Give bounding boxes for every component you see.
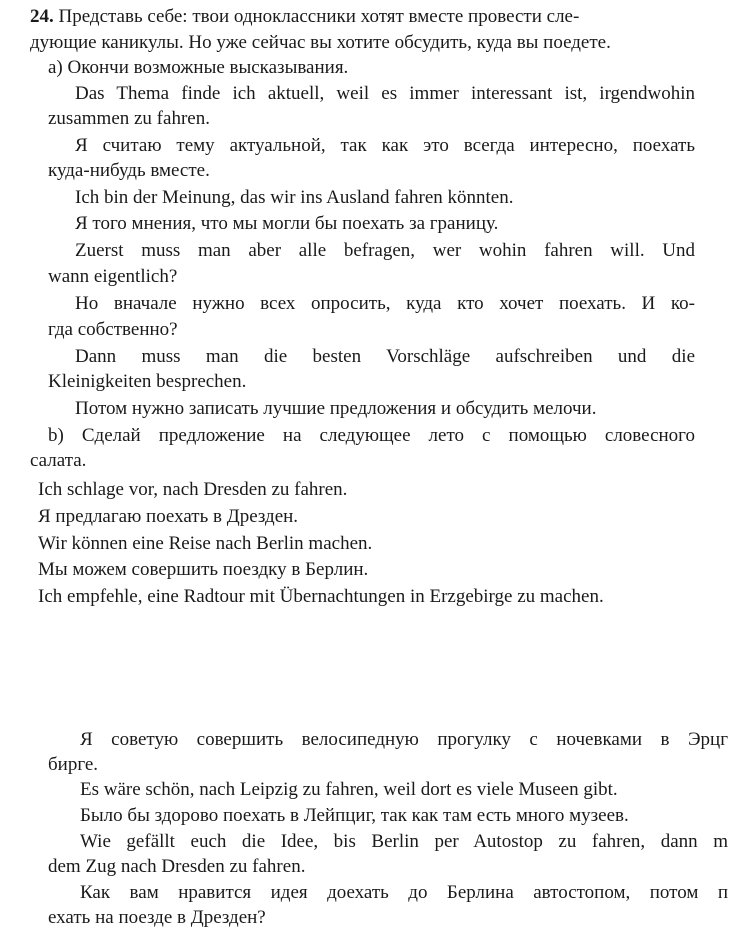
- text-line: Es wäre schön, nach Leipzig zu fahren, weil dort es viele Museen gibt.: [80, 779, 618, 800]
- text-line: Было бы здорово поехать в Лейпциг, так как там есть много музеев.: [80, 805, 629, 826]
- intro-line-2: дующие каникулы. Но уже сейчас вы хотите обсудить, куда вы поедете.: [30, 32, 611, 53]
- text-line: Я советую совершить велосипедную прогулку с ночевками в Эрцг: [80, 729, 728, 750]
- text-line: гда собственно?: [48, 319, 178, 340]
- text-line: Ich empfehle, eine Radtour mit Übernachtungen in Erzgebirge zu machen.: [38, 586, 604, 607]
- text-line: Das Thema finde ich aktuell, weil es immer interessant ist, irgendwohin: [75, 83, 695, 104]
- text-line: бирге.: [48, 754, 99, 775]
- text-line: Wie gefällt euch die Idee, bis Berlin per Autostop zu fahren, dann m: [80, 831, 728, 852]
- text-line: Я того мнения, что мы могли бы поехать за границу.: [75, 213, 499, 234]
- text-line: zusammen zu fahren.: [48, 108, 210, 129]
- text-line: Потом нужно записать лучшие предложения и обсудить мелочи.: [75, 398, 597, 419]
- text-line: Мы можем совершить поездку в Берлин.: [38, 559, 369, 580]
- exercise-number: 24.: [30, 6, 54, 27]
- part-b-heading: b) Сделай предложение на следующее лето с помощью словесного: [48, 425, 695, 446]
- text-line: куда-нибудь вместе.: [48, 160, 210, 181]
- text-line: Zuerst muss man aber alle befragen, wer wohin fahren will. Und: [75, 240, 695, 261]
- text-line: Но вначале нужно всех опросить, куда кто хочет поехать. И ко-: [75, 293, 695, 314]
- text-line: Я считаю тему актуальной, так как это всегда интересно, поехать: [75, 135, 695, 156]
- text-line: Как вам нравится идея доехать до Берлина автостопом, потом п: [80, 882, 728, 903]
- part-a-heading: а) Окончи возможные высказывания.: [48, 57, 349, 78]
- text-line: Ich bin der Meinung, das wir ins Ausland fahren könnten.: [75, 187, 514, 208]
- text-line: Wir können eine Reise nach Berlin machen.: [38, 533, 373, 554]
- text-line: Dann muss man die besten Vorschläge aufschreiben und die: [75, 346, 695, 367]
- text-line: dem Zug nach Dresden zu fahren.: [48, 856, 306, 877]
- text-line: Ich schlage vor, nach Dresden zu fahren.: [38, 479, 348, 500]
- text-line: Kleinigkeiten besprechen.: [48, 371, 247, 392]
- part-b-heading-cont: салата.: [30, 450, 87, 471]
- text-line: Я предлагаю поехать в Дрезден.: [38, 506, 299, 527]
- intro-line-1: 24. Представь себе: твои одноклассники хотят вместе провести сле-: [30, 6, 580, 27]
- text-line: ехать на поезде в Дрезден?: [48, 907, 266, 928]
- text-line: wann eigentlich?: [48, 266, 178, 287]
